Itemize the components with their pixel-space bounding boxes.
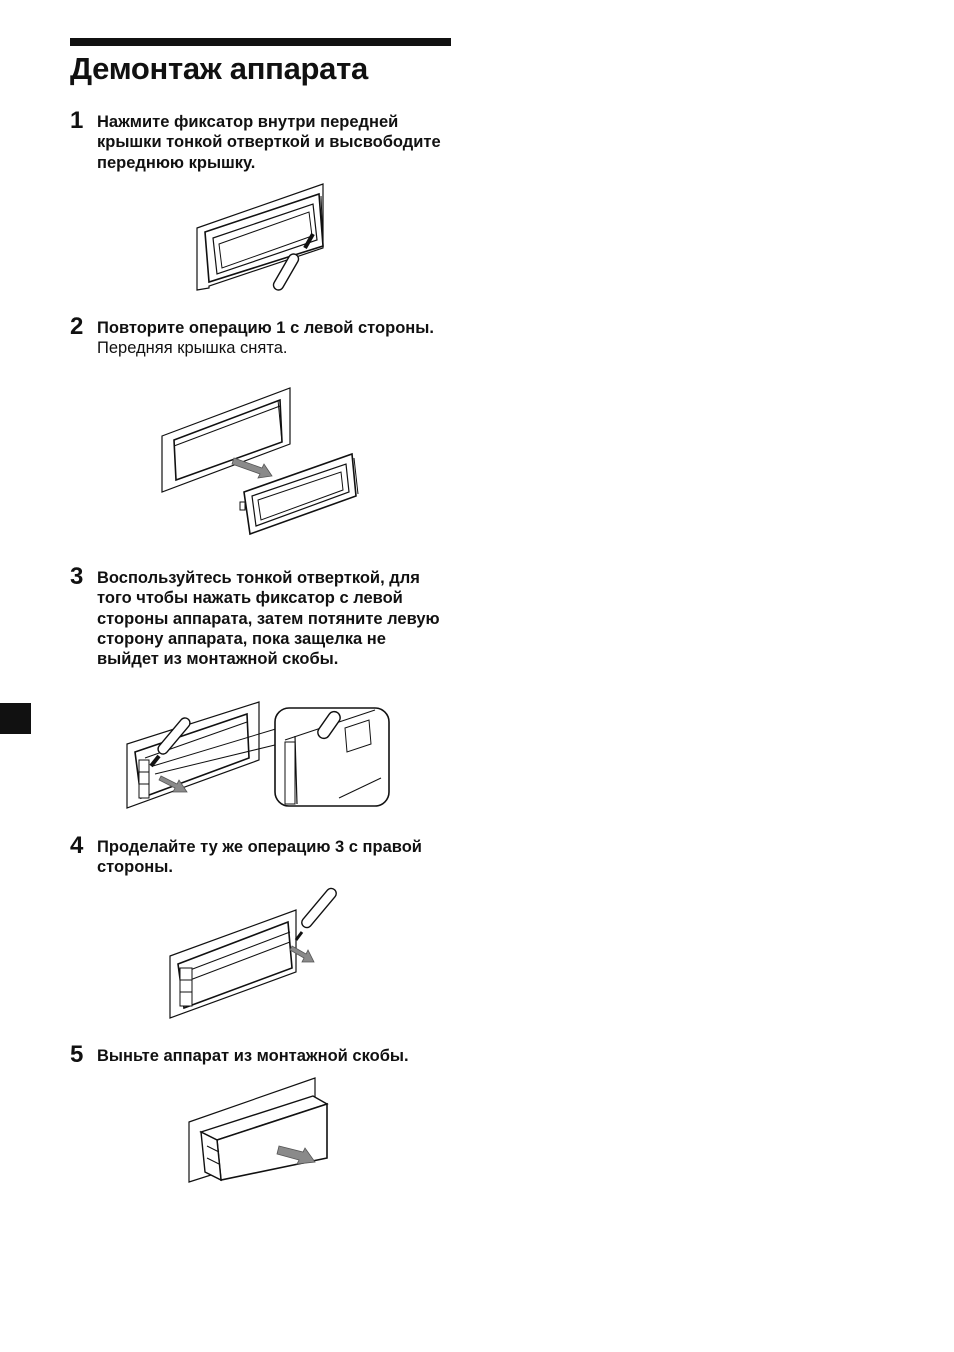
step-number: 2 (70, 313, 84, 340)
step-text: Воспользуйтесь тонкой отверткой, для того чтобы нажать фиксатор с левой стороны аппарата, затем потяните левую сторону аппарата, пока защелка не выйдет из монтажной скобы. (97, 569, 440, 669)
figure-unit-latch-right (168, 884, 353, 1022)
step-1 (70, 107, 450, 173)
figure-front-cover-release (195, 182, 345, 294)
step-number: 3 (70, 563, 84, 590)
step-2 (70, 313, 450, 359)
figure-unit-latch-left (125, 700, 395, 812)
step-4 (70, 832, 450, 878)
step-number: 5 (70, 1041, 84, 1068)
step-5 (70, 1041, 450, 1068)
section-tab (0, 703, 31, 734)
step-text: Нажмите фиксатор внутри передней крышки тонкой отверткой и высвободите переднюю крышку. (97, 113, 441, 172)
step-number: 1 (70, 107, 84, 134)
step-number: 4 (70, 832, 84, 859)
figure-unit-removal (187, 1076, 332, 1186)
step-text: Повторите операцию 1 с левой стороны. (97, 319, 434, 337)
page-title: Демонтаж аппарата (70, 51, 368, 86)
title-rule (70, 38, 451, 46)
step-text: Проделайте ту же операцию 3 с правой стороны. (97, 838, 422, 877)
step-note: Передняя крышка снята. (97, 339, 288, 358)
step-text: Выньте аппарат из монтажной скобы. (97, 1047, 409, 1065)
figure-front-cover-removed (160, 386, 365, 541)
step-3 (70, 563, 450, 669)
